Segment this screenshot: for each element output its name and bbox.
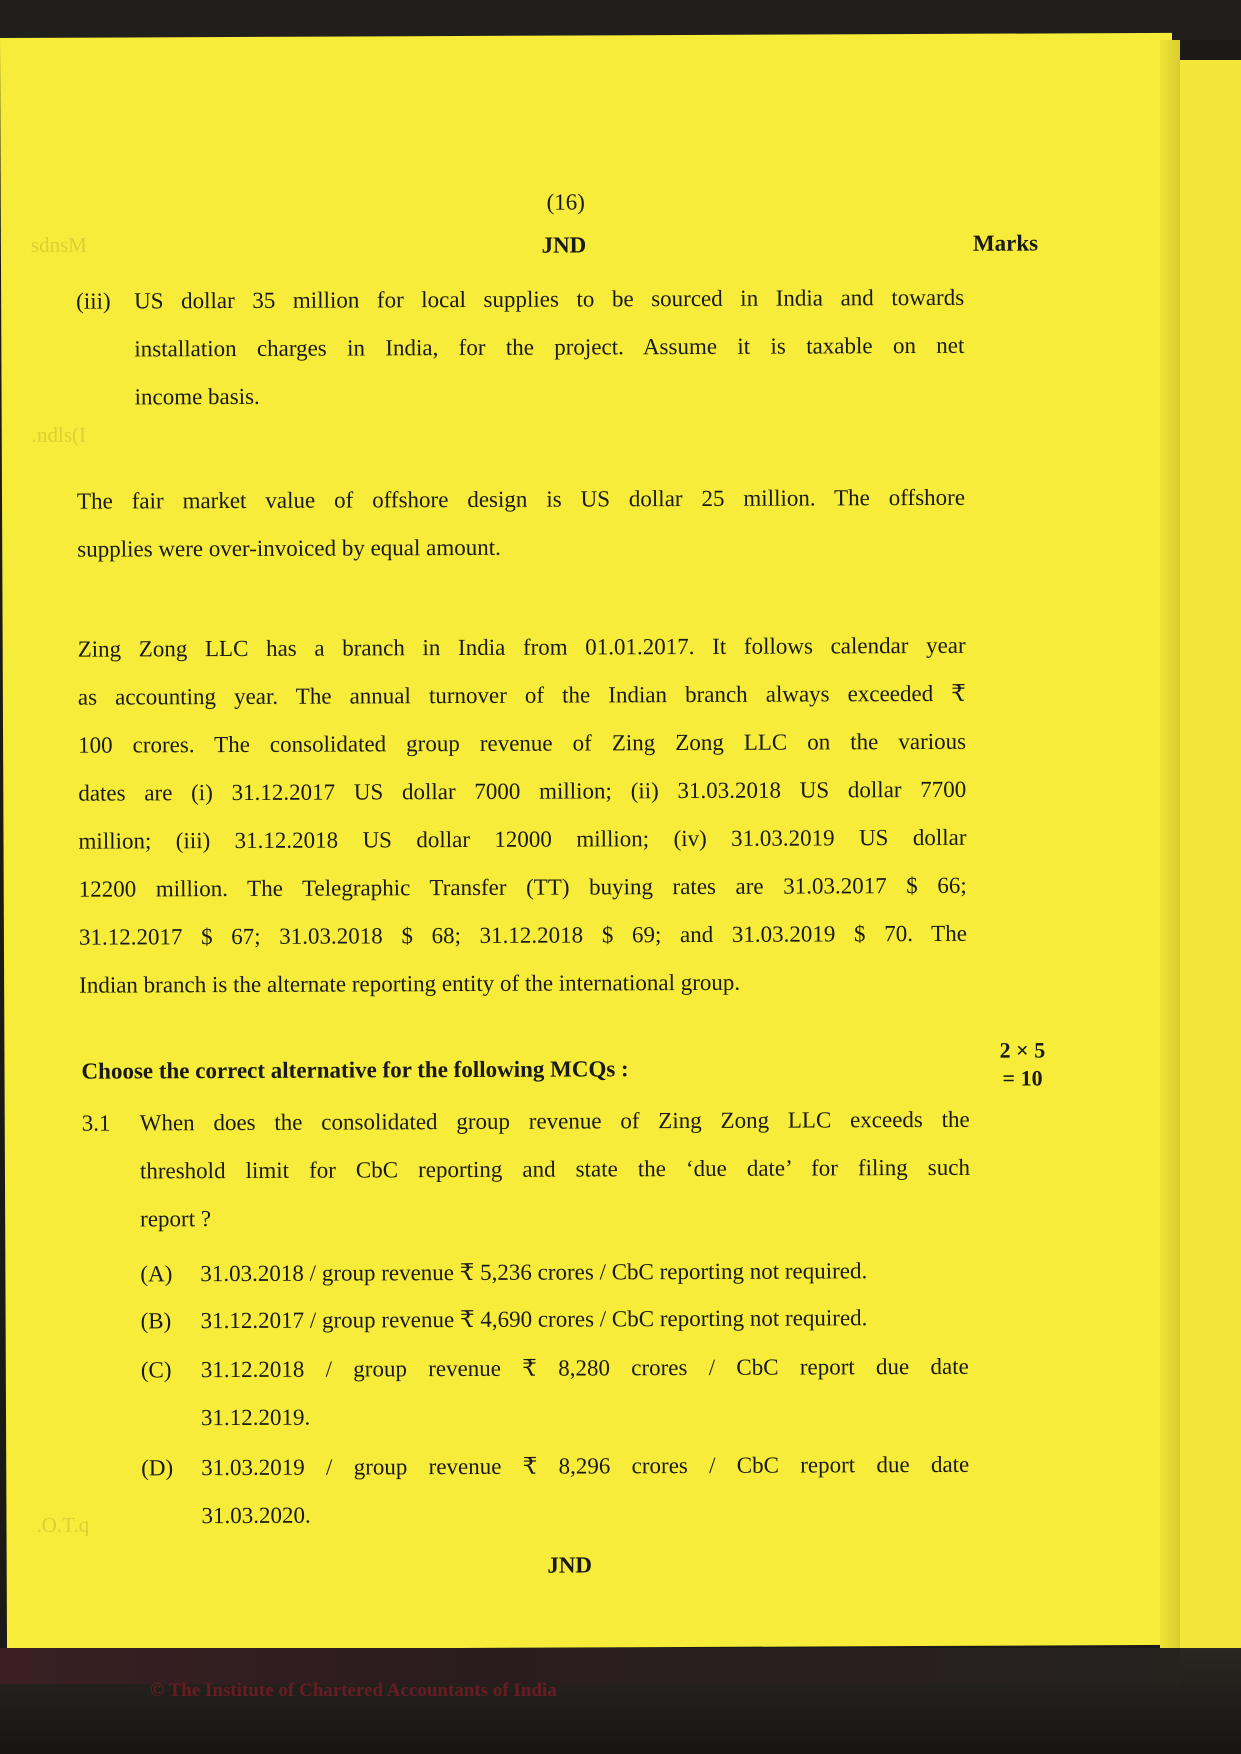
text-line: million; (iii) 31.12.2018 US dollar 12000 million; (iv) 31.03.2019 US dollar <box>78 824 967 854</box>
exam-page <box>0 33 1179 1650</box>
paragraph-fmv <box>77 474 965 574</box>
copyright-notice: © The Institute of Chartered Accountants of India <box>150 1680 557 1701</box>
question-number: 3.1 <box>81 1110 111 1136</box>
text-line: 100 crores. The consolidated group revenue of Zing Zong LLC on the various <box>78 728 967 758</box>
text-line: The fair market value of offshore design is US dollar 25 million. The offshore <box>76 484 966 514</box>
bleed-through-text: .ndls(I <box>31 422 87 447</box>
bleed-through-text: sdnsM <box>30 232 87 257</box>
marks-line: = 10 <box>1002 1065 1043 1091</box>
option-d-text-cont: 31.03.2020. <box>201 1502 311 1529</box>
paper-code-footer: JND <box>547 1552 593 1578</box>
text-line: 12200 million. The Telegraphic Transfer (TT) buying rates are 31.03.2017 $ 66; <box>78 872 967 902</box>
text-line: installation charges in India, for the project. Assume it is taxable on net <box>134 332 965 362</box>
text-line: report ? <box>140 1206 212 1232</box>
mcq-heading: Choose the correct alternative for the following MCQs : <box>81 1056 629 1084</box>
text-line: as accounting year. The annual turnover of the Indian branch always exceeded ₹ <box>77 680 966 710</box>
option-b-letter: (B) <box>140 1308 172 1334</box>
item-number: (iii) <box>76 288 111 314</box>
text-line: Indian branch is the alternate reporting entity of the international group. <box>79 969 741 998</box>
text-line: supplies were over-invoiced by equal amount. <box>77 534 501 562</box>
text-line: 31.12.2017 $ 67; 31.03.2018 $ 68; 31.12.2018 $ 69; and 31.03.2019 $ 70. The <box>78 920 967 950</box>
text-line: income basis. <box>134 383 260 410</box>
text-line: threshold limit for CbC reporting and state the ‘due date’ for filing such <box>139 1154 970 1184</box>
option-c-letter: (C) <box>140 1357 172 1383</box>
option-d-text: 31.03.2019 / group revenue ₹ 8,296 crores / CbC report due date <box>201 1451 970 1481</box>
question-text <box>140 1096 971 1244</box>
text-line: When does the consolidated group revenue of Zing Zong LLC exceeds the <box>139 1106 970 1136</box>
text-line: Zing Zong LLC has a branch in India from 01.01.2017. It follows calendar year <box>77 632 966 662</box>
option-a-text: 31.03.2018 / group revenue ₹ 5,236 crores / CbC reporting not required. <box>200 1258 868 1287</box>
paragraph-zing-zong <box>78 622 968 1010</box>
page-number: (16) <box>546 189 585 215</box>
option-c-text: 31.12.2018 / group revenue ₹ 8,280 crores / CbC report due date <box>200 1353 969 1383</box>
option-d-letter: (D) <box>141 1455 174 1481</box>
marks-column-header: Marks <box>972 230 1039 256</box>
marks-line: 2 × 5 <box>999 1037 1046 1063</box>
bleed-through-text: .O.T.q <box>36 1512 90 1537</box>
option-b-text: 31.12.2017 / group revenue ₹ 4,690 crores / CbC reporting not required. <box>200 1305 868 1334</box>
text-line: dates are (i) 31.12.2017 US dollar 7000 million; (ii) 31.03.2018 US dollar 7700 <box>78 776 967 806</box>
paper-code-header: JND <box>541 232 587 258</box>
text-line: US dollar 35 million for local supplies to be sourced in India and towards <box>134 284 965 314</box>
footer-strip <box>0 1648 1180 1684</box>
item-iii-text <box>134 274 965 422</box>
option-c-text-cont: 31.12.2019. <box>200 1404 311 1431</box>
page-edge-shadow <box>1160 40 1180 1650</box>
marks-allocation <box>989 1036 1055 1092</box>
option-a-letter: (A) <box>140 1261 173 1287</box>
